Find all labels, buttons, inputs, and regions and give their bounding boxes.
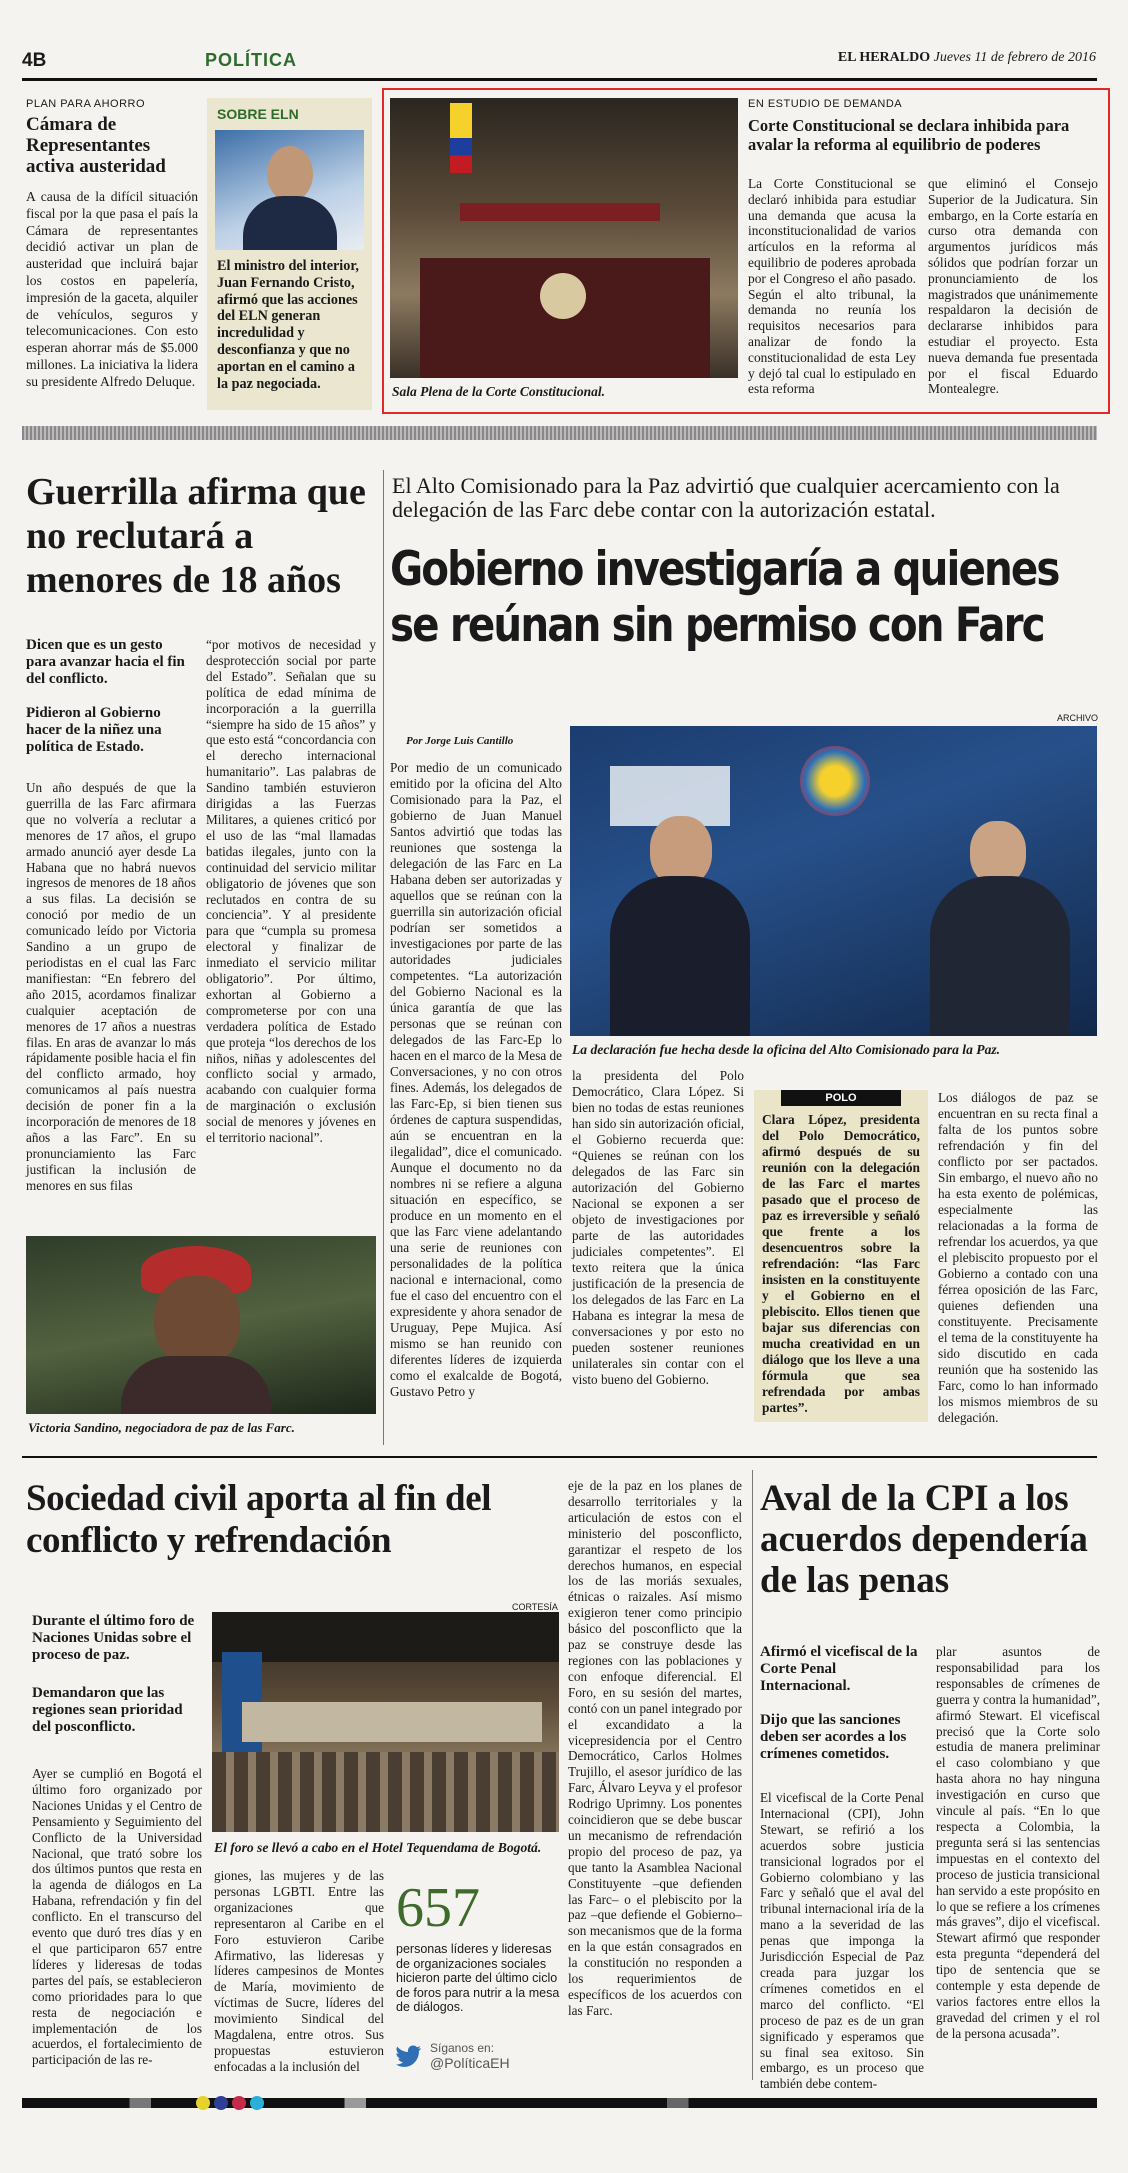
cpi-col2: plar asuntos de responsabilidad para los responsables de crímenes de guerra y contra la humanidad”, afirmó Stewart. El vicefiscal precisó que la Corte solo estudia de manera preliminar el caso colombiano y que hasta ahora no hay ninguna investigación en curso que vincule al país. “En lo que respecta a Colombia, la pregunta será si las sentencias impuestas en el contexto del proceso de justicia transicional han servido a este propósito en lo que se refiere a los crímenes más graves”, dijo el vicefiscal. Stewart afirmó que responder esta pregunta “dependerá del tipo de sentencia que se contemple y esta depende de varios factores entre ellos la gravedad del crimen y el rol de la persona acusada”.	[936, 1644, 1100, 2041]
guerrilla-lead1: Dicen que es un gesto para avanzar hacia el fin del conflicto.	[26, 637, 185, 687]
follow-handle[interactable]: @PolíticaEH	[430, 2054, 510, 2071]
austerity-kicker: PLAN PARA AHORRO	[26, 98, 146, 110]
forum-photo	[212, 1612, 559, 1832]
gobierno-col1: Por medio de un comunicado emitido por la oficina del Alto Comisionado para la Paz, el gobierno de Juan Manuel Santos advirtió que todas las reuniones que sostenga la delegación de las Farc en La Habana deben ser autorizadas y aquellos que se reúnan con la guerrilla sin autorización oficial podrían ser sometidos a investigaciones por parte de las autoridades judiciales competentes. “La autorización del Gobierno Nacional es la única garantía de que las personas que se reúnan con delegados de las Farc-Ep lo hacen en el marco de la Mesa de Conversaciones, y no con otros fines. Además, los delegados de las Farc-Ep, si bien tienen sus órdenes de captura suspendidas, aún se encuentran en la ilegalidad”, dice el comunicado. Aunque el documento no da nombres ni se refiere a alguna situación en específico, se produce en un momento en el que las Farc viene adelantando una serie de reuniones con personalidades de la política nacional e internacional, como fue el caso del encuentro con el expresidente y ahora senador de Uruguay, Pepe Mujica. Así mismo se han reunido con diferentes líderes de izquierda como el exalcalde de Bogotá, Gustavo Petro y	[390, 760, 562, 1399]
mid-rule	[22, 1456, 1097, 1458]
sociedad-lead1: Durante el último foro de Naciones Unidas sobre el proceso de paz.	[32, 1613, 195, 1663]
cpi-lead1: Afirmó el vicefiscal de la Corte Penal Internacional.	[760, 1644, 918, 1694]
gobierno-headline: Gobierno investigaría a quienes se reúnan sin permiso con Farc	[390, 542, 1059, 653]
commission-caption: La declaración fue hecha desde la oficina del Alto Comisionado para la Paz.	[572, 1042, 1001, 1057]
commission-photo	[570, 726, 1097, 1036]
social-follow	[396, 2041, 561, 2071]
austerity-article	[26, 98, 198, 391]
column-divider	[383, 470, 384, 1445]
eln-label: SOBRE ELN	[217, 106, 299, 122]
gobierno-byline: Por Jorge Luis Cantillo	[406, 735, 514, 747]
court-kicker: EN ESTUDIO DE DEMANDA	[748, 98, 903, 110]
sociedad-lead2: Demandaron que las regiones sean prioridad del posconflicto.	[32, 1685, 183, 1735]
bottom-rule	[22, 2098, 1097, 2108]
sandino-caption: Victoria Sandino, negociadora de paz de las Farc.	[28, 1420, 295, 1435]
court-photo	[390, 98, 738, 378]
cristo-photo	[215, 130, 364, 250]
section-title: POLÍTICA	[205, 50, 297, 70]
court-headline: Corte Constitucional se declara inhibida para avalar la reforma al equilibrio de poderes	[748, 116, 1070, 154]
guerrilla-headline: Guerrilla afirma que no reclutará a menores de 18 años	[26, 471, 366, 601]
gobierno-col2: la presidenta del Polo Democrático, Clara López. Si bien no todas de estas reuniones han sido sin autorización oficial, el Gobierno recuerda que: “Quienes se reúnan con los delegados de las Farc sin autorización del Gobierno Nacional se exponen a ser objeto de investigaciones por parte de las autoridades judiciales competentes”. El texto reitera que la única justificación de la presencia de los delegados de las Farc en La Habana es integrar la mesa de conversaciones y por esto no pueden sostener reuniones unilaterales sin contar con el visto bueno del Gobierno.	[572, 1068, 744, 1387]
registration-dot-yellow	[196, 2096, 210, 2110]
sociedad-headline: Sociedad civil aporta al fin del conflicto y refrendación	[26, 1478, 492, 1561]
column-divider-2	[752, 1470, 753, 2080]
cpi-headline: Aval de la CPI a los acuerdos dependería de las penas	[760, 1478, 1088, 1601]
guerrilla-col2: “por motivos de necesidad y desprotección social por parte del Estado”. Señalan que su política de edad mínima de incorporación a la guerrilla “siempre ha sido de 15 años” y que esto está “concordancia con el derecho internacional humanitario”. Las palabras de Sandino también estuvieron dirigidas a las Fuerzas Militares, a quienes criticó por el uso de las “mal llamadas batidas ilegales, junto con la continuidad del servicio militar obligatorio de jóvenes que son reclutados en contra de su conciencia”. Y al presidente para que “cumpla su promesa electoral y finalizar de inmediato el servicio militar obligatorio”. Por último, exhortan al Gobierno a comprometerse por con una verdadera política de Estado que proteja “los derechos de los niños, niñas y adolescentes del conflicto social y armado, acabando con cualquier forma de marginación o exclusión social de menores y jóvenes en el territorio nacional”.	[206, 637, 376, 1146]
eln-box	[207, 98, 372, 410]
guerrilla-col1: Un año después de que la guerrilla de las Farc afirmara que no volvería a reclutar a menores de 17 años, el grupo armado anunció ayer desde La Habana que no habrá nuevos ingresos de menores de 18 años a sus filas. La decisión se conoció por medio de un comunicado leído por Victoria Sandino a un grupo de periodistas en el cual las Farc manifiestan: “En febrero del año 2015, acordamos finalizar cualquier aceptación de menores de 17 años a nuestras filas. En aras de avanzar lo más rápidamente posible hacia el fin del conflicto armado, hoy comunicamos al país nuestra decisión de poner fin a la incorporación de menores de 18 años a las Farc”. En su pronunciamiento las Farc justifican la inclusión de menores en sus filas	[26, 780, 196, 1193]
court-col2: que eliminó el Consejo Superior de la Judicatura. Sin embargo, en la Corte estaría en curso otra demanda con argumentos jurídicos más sólidos que podrían forzar un pronunciamiento de los magistrados que unánimemente respaldaron la decisión de declararse inhibidos para estudiar el proyecto. Esta nueva demanda fue presentada por el fiscal Eduardo Montealegre.	[928, 176, 1098, 397]
registration-dot-blue	[214, 2096, 228, 2110]
polo-box	[754, 1090, 928, 1422]
cpi-col1: El vicefiscal de la Corte Penal Internacional (CPI), John Stewart, se refirió a los acuerdos sobre justicia transicional logrados por el Gobierno colombiano y las Farc y señaló que el aval del tribunal internacional iría de la mano a la severidad de las penas que imponga la Jurisdicción Especial de Paz creada para juzgar los crímenes cometidos en el marco del conflicto. “El proceso de paz es de un gran significado y esperamos que su final sea exitoso. Sin embargo, es un proceso que también debe contem-	[760, 1790, 924, 2092]
polo-label: POLO	[781, 1090, 901, 1106]
page-number: 4B	[22, 50, 47, 71]
gobierno-photo-credit: ARCHIVO	[1056, 713, 1098, 723]
sociedad-col2: giones, las mujeres y de las personas LGBTI. Entre las organizaciones que representaron al Caribe en el Foro estuvieron Caribe Afirmativo, las lideresas y líderes campesinos de Montes de María, movimiento de víctimas de Sucre, líderes del movimiento Sindical del Magdalena, entre otros. Sus propuestas estuvieron enfocadas a la inclusión del	[214, 1868, 384, 2074]
sociedad-col1: Ayer se cumplió en Bogotá el último foro organizado por Naciones Unidas y el Centro de Pensamiento y Seguimiento del Conflicto de la Universidad Nacional, que trató sobre los dos últimos puntos que resta en la agenda de diálogos en La Habana, refrendación y fin del conflicto. En el transcurso del evento que duró tres días y en el que participaron 657 entre líderes y lideresas de todas partes del país, se establecieron como prioridades para lo que resta de negociación e implementación de los acuerdos, el fortalecimiento de participación de las re-	[32, 1766, 202, 2068]
issue-date: Jueves 11 de febrero de 2016	[933, 50, 1096, 65]
gobierno-col4: Los diálogos de paz se encuentran en su recta final a falta de los puntos sobre refrendación y fin del conflicto por ser pactados. Sin embargo, el nuevo año no ha esta exento de polémicas, especialmente las relacionadas a la forma de refrendar los acuerdos, ya que el plebiscito propuesto por el Gobierno a contado con una férrea oposición de las Farc, quienes defienden una constituyente. Precisamente el tema de la constituyente ha sido discutido en cada reunión que ha sostenido las Farc, como lo han informado los mismos miembros de su delegación.	[938, 1090, 1098, 1425]
stat-number: 657	[396, 1877, 480, 1939]
stat-text: personas líderes y lideresas de organizaciones sociales hicieron parte del último ciclo de foros para nutrir a la mesa de diálogos.	[396, 1942, 560, 2014]
sociedad-photo-credit: CORTESÍA	[512, 1602, 558, 1612]
eln-text: El ministro del interior, Juan Fernando Cristo, afirmó que las acciones del ELN generan incredulidad y desconfianza y que no aportan en el camino a la paz negociada.	[217, 258, 359, 392]
follow-label: Síganos en:	[430, 2040, 495, 2055]
paper-name: EL HERALDO	[837, 50, 931, 65]
stat-box	[396, 1877, 561, 2071]
austerity-headline: Cámara de Representantes activa austeridad	[26, 114, 166, 177]
masthead	[838, 50, 1096, 66]
registration-dot-cyan	[250, 2096, 264, 2110]
gobierno-deck: El Alto Comisionado para la Paz advirtió que cualquier acercamiento con la delegación de las Farc debe contar con la autorización estatal.	[392, 473, 1060, 522]
court-col1: La Corte Constitucional se declaró inhibida para estudiar una demanda que acusa la inconstitucionalidad de varios artículos en la reforma al equilibrio de poderes aprobada por el Congreso el año pasado. Según el alto tribunal, la demanda no reunía los requisitos necesarios para analizar de fondo la constitucionalidad de esta Ley y dejó tal cual lo estipulado en esta reforma	[748, 176, 916, 397]
sandino-photo	[26, 1236, 376, 1414]
court-caption: Sala Plena de la Corte Constitucional.	[392, 384, 606, 399]
guerrilla-lead2: Pidieron al Gobierno hacer de la niñez una política de Estado.	[26, 705, 162, 755]
separator-band	[22, 426, 1097, 440]
cpi-lead2: Dijo que las sanciones deben ser acordes a los crímenes cometidos.	[760, 1712, 907, 1762]
austerity-body: A causa de la difícil situación fiscal por la que pasa el país la Cámara de representantes decidió activar un plan de austeridad que incluirá bajar los costos en papelería, impresión de la gaceta, alquiler de vehículos, seguros y telecomunicaciones. Con esto esperan ahorrar más de $5.000 millones. La iniciativa la lidera su presidente Alfredo Deluque.	[26, 189, 198, 389]
polo-text: Clara López, presidenta del Polo Democrático, afirmó después de su reunión con la delegación de las Farc el martes pasado que el proceso de paz es irreversible y señaló que frente a los desencuentros sobre la refrendación: “las Farc insisten en la constituyente y el Gobierno en el plebiscito. Ellos tienen que bajar sus diferencias con mucha creatividad en un diálogo que los lleve a una fórmula que sea refrendada por ambas partes”.	[762, 1112, 920, 1415]
twitter-icon	[396, 2045, 422, 2067]
header-rule	[22, 78, 1097, 81]
registration-dot-magenta	[232, 2096, 246, 2110]
sociedad-col3: eje de la paz en los planes de desarrollo territoriales y la articulación de estos con el ministerio del posconflicto, garantizar el respeto de los derechos humanos, en especial los de las moriás sexuales, étnicas o raizales. Así mismo exigieron tener como principio básico del posconflicto que la paz se construye desde las regiones con las poblaciones y con enfoque diferencial. El Foro, en su sesión del martes, contó con un panel integrado por el excandidato a la vicepresidencia por el Centro Democrático, Carlos Holmes Trujillo, el asesor jurídico de las Farc, Álvaro Leyva y el profesor Rodrigo Uprimny. Los ponentes coincidieron que se debe buscar un mecanismo de refrendación propio del proceso de paz, ya que tanto la Asamblea Nacional Constituyente –que defienden las Farc– o el plebiscito por la paz –que defiende el Gobierno– son mecanismos que de la forma en la que están consagrados en la constitución no responden a los requerimientos de específicos de los acuerdos con las Farc.	[568, 1478, 742, 2018]
forum-caption: El foro se llevó a cabo en el Hotel Tequendama de Bogotá.	[214, 1840, 542, 1855]
